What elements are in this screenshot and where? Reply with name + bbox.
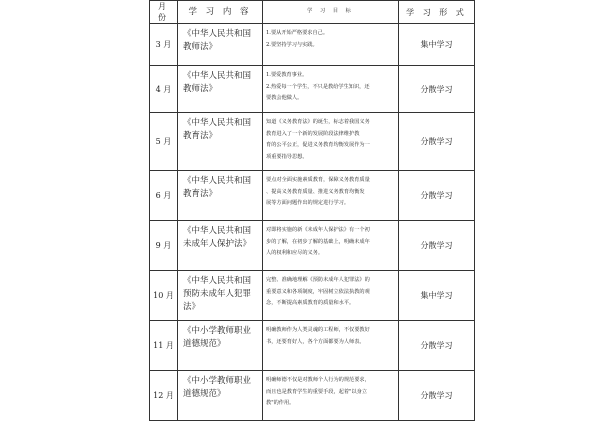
header-goal: 学 习 目 标 bbox=[263, 1, 399, 24]
goal-line: 完整、准确地理解《预防未成年人犯罪法》的 bbox=[266, 277, 370, 283]
goal-line: 2.要坚持学习与实践。 bbox=[266, 41, 318, 48]
goal-line: 知道《义务教育法》的诞生，标志着我国义务 bbox=[266, 119, 370, 125]
goal-line: 2.热爱每一个学生，不只是教给学生知识，还 bbox=[266, 83, 370, 90]
goal-cell bbox=[263, 221, 399, 271]
goal-line: 而且也是教育学生的重要手段，起着"以身立 bbox=[266, 388, 367, 395]
goal-line: 1.要爱教育事业。 bbox=[266, 72, 308, 78]
study-plan-table bbox=[149, 0, 475, 421]
table-row bbox=[150, 171, 475, 221]
content-cell: 《中华人民共和国教师法》 bbox=[178, 66, 263, 113]
content-cell: 《中华人民共和国教师法》 bbox=[178, 24, 263, 66]
month-cell: 4 月 bbox=[150, 66, 178, 113]
goal-line: 1.要从开始严格要求自己。 bbox=[266, 30, 329, 36]
goal-cell bbox=[263, 66, 399, 113]
goal-cell bbox=[263, 371, 399, 421]
form-cell: 分散学习 bbox=[399, 221, 475, 271]
content-cell: 《中华人民共和国预防未成年人犯罪法》 bbox=[178, 271, 263, 321]
form-cell: 分散学习 bbox=[399, 66, 475, 113]
goal-line: 育的公平公正，促进义务教育均衡发展作为一 bbox=[266, 142, 370, 148]
table-row bbox=[150, 271, 475, 321]
goal-line: 步的了解，在初步了解的基础上，明确未成年 bbox=[266, 238, 370, 245]
page bbox=[149, 0, 470, 406]
header-row bbox=[150, 1, 475, 24]
content-cell: 《中小学教师职业道德规范》 bbox=[178, 371, 263, 421]
goal-line: 对即将实施的新《未成年人保护法》有一个初 bbox=[266, 227, 370, 233]
goal-line: 项重要指导思想。 bbox=[266, 153, 308, 160]
goal-line: 要教会他做人。 bbox=[266, 95, 303, 101]
form-cell: 分散学习 bbox=[399, 321, 475, 371]
month-cell: 11 月 bbox=[150, 321, 178, 371]
month-cell: 10 月 bbox=[150, 271, 178, 321]
month-cell: 6 月 bbox=[150, 171, 178, 221]
header-month: 月 份 bbox=[150, 1, 178, 24]
table-row bbox=[150, 24, 475, 66]
goal-cell bbox=[263, 171, 399, 221]
header-form: 学 习 形 式 bbox=[399, 1, 475, 24]
goal-line: 、提高义务教育质量、推进义务教育均衡发 bbox=[266, 188, 365, 195]
table-row bbox=[150, 66, 475, 113]
content-cell: 《中华人民共和国教育法》 bbox=[178, 113, 263, 171]
form-cell: 分散学习 bbox=[399, 171, 475, 221]
goal-cell bbox=[263, 24, 399, 66]
month-cell: 12 月 bbox=[150, 371, 178, 421]
form-cell: 分散学习 bbox=[399, 113, 475, 171]
table-row bbox=[150, 371, 475, 421]
month-cell: 5 月 bbox=[150, 113, 178, 171]
goal-line: 明确教师作为人类灵魂的工程师，不仅要教好 bbox=[266, 327, 370, 333]
content-cell: 《中华人民共和国未成年人保护法》 bbox=[178, 221, 263, 271]
goal-line: 教"的作用。 bbox=[266, 400, 295, 406]
goal-line: 要点对全面实施素质教育，保障义务教育质量 bbox=[266, 177, 370, 183]
goal-cell bbox=[263, 321, 399, 371]
goal-cell bbox=[263, 271, 399, 321]
form-cell: 分散学习 bbox=[399, 371, 475, 421]
goal-line: 书，还要育好人，各个方面都要为人师表。 bbox=[266, 338, 365, 345]
form-cell: 集中学习 bbox=[399, 271, 475, 321]
goal-line: 展等方面问题作出的规定进行学习。 bbox=[266, 200, 350, 206]
table-row bbox=[150, 321, 475, 371]
goal-line: 教育进入了一个新的发展阶段法律维护教 bbox=[266, 130, 360, 137]
table-row bbox=[150, 113, 475, 171]
form-cell: 集中学习 bbox=[399, 24, 475, 66]
header-content: 学 习 内 容 bbox=[178, 1, 263, 24]
table-row bbox=[150, 221, 475, 271]
goal-line: 重要意义和各项制度，牢固树立依法执教的观 bbox=[266, 288, 370, 295]
goal-cell bbox=[263, 113, 399, 171]
goal-line: 明确师德不仅是对教师个人行为的规范要求， bbox=[266, 377, 370, 383]
content-cell: 《中小学教师职业道德规范》 bbox=[178, 321, 263, 371]
goal-line: 念，不断提高素质教育的质量和水平。 bbox=[266, 300, 355, 306]
month-cell: 3 月 bbox=[150, 24, 178, 66]
goal-line: 人的权利和应尽的义务。 bbox=[266, 250, 324, 256]
month-cell: 9 月 bbox=[150, 221, 178, 271]
content-cell: 《中华人民共和国教育法》 bbox=[178, 171, 263, 221]
